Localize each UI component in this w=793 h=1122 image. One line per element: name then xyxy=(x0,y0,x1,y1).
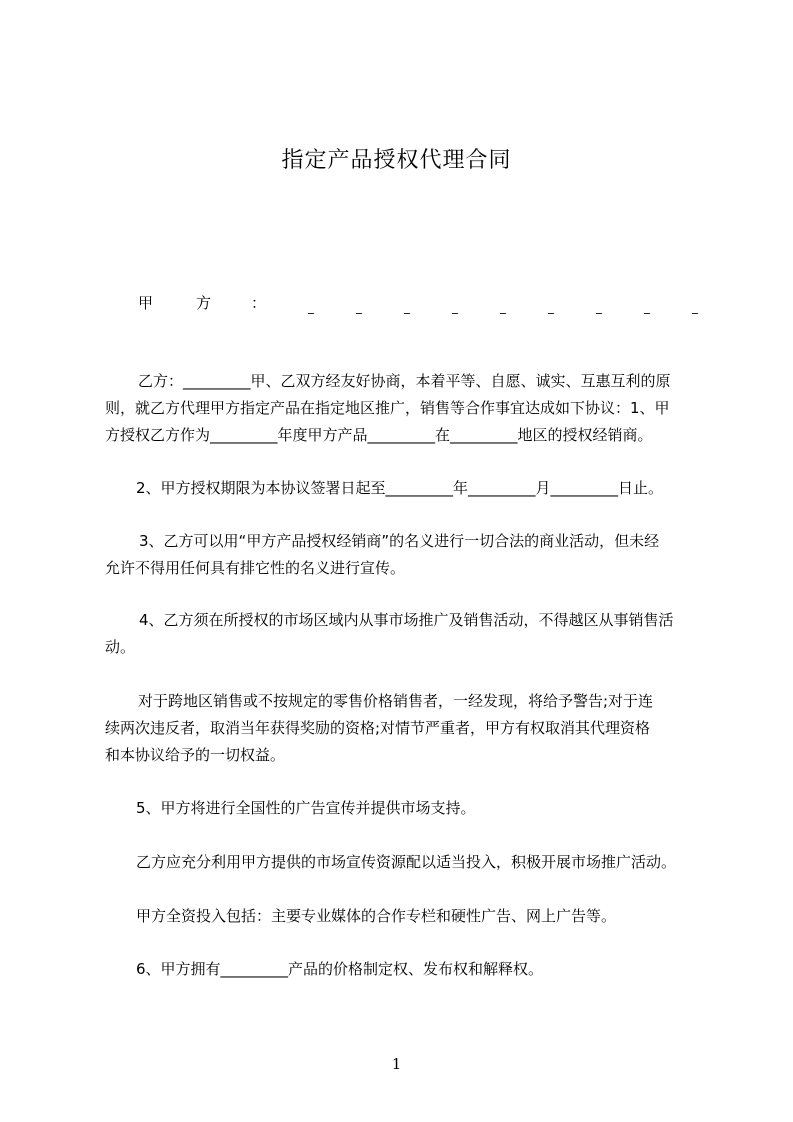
text-line: 3、乙方可以用“甲方产品授权经销商”的名义进行一切合法的商业活动，但未经 xyxy=(139,532,660,550)
text-line: 5、甲方将进行全国性的广告宣传并提供市场支持。 xyxy=(136,799,476,817)
party-a-char: 甲 xyxy=(138,294,154,312)
blank-line: _ xyxy=(500,300,506,314)
text-line: 允许不得用任何具有排它性的名义进行宣传。 xyxy=(105,559,406,577)
text-line: 续两次违反者，取消当年获得奖励的资格;对情节严重者，甲方有权取消其代理资格 xyxy=(105,719,651,737)
paragraph-clause-2 xyxy=(105,475,709,502)
party-a-colon: ： xyxy=(251,294,267,312)
blank-line: _ xyxy=(452,300,458,314)
blank-line: _ xyxy=(404,300,410,314)
paragraph-clause-6 xyxy=(105,956,709,983)
text-line: 4、乙方须在所授权的市场区域内从事市场推广及销售活动，不得越区从事销售活 xyxy=(139,611,674,629)
text-line: 方授权乙方作为_________年度甲方产品_________在_________地区的授权经销商。 xyxy=(105,426,653,444)
blank-line: _ xyxy=(308,300,314,314)
text-line: 动。 xyxy=(105,638,136,656)
text-line: 2、甲方授权期限为本协议签署日起至_________年_________月_________日止。 xyxy=(136,479,664,497)
paragraph-party-a-investment xyxy=(105,903,709,930)
page-number: 1 xyxy=(391,1055,402,1073)
text-line: 和本协议给予的一切权益。 xyxy=(105,746,286,764)
blank-line: _ xyxy=(692,300,698,314)
blank-line: _ xyxy=(548,300,554,314)
text-line: 甲方全资投入包括：主要专业媒体的合作专栏和硬性广告、网上广告等。 xyxy=(136,907,617,925)
document-title: 指定产品授权代理合同 xyxy=(281,148,512,173)
text-line: 6、甲方拥有_________产品的价格制定权、发布权和解释权。 xyxy=(136,960,544,978)
paragraph-party-b-intro xyxy=(105,368,709,449)
paragraph-clause-5 xyxy=(105,795,709,822)
blank-line: _ xyxy=(644,300,650,314)
party-a-line xyxy=(138,292,704,314)
paragraph-clause-4 xyxy=(105,607,709,661)
text-line: 对于跨地区销售或不按规定的零售价格销售者，一经发现，将给予警告;对于连 xyxy=(138,692,654,710)
text-line: 则，就乙方代理甲方指定产品在指定地区推广，销售等合作事宜达成如下协议：1、甲 xyxy=(105,399,670,417)
party-a-char: 方 xyxy=(196,294,212,312)
paragraph-clause-3 xyxy=(105,528,709,582)
blank-line: _ xyxy=(356,300,362,314)
blank-line: _ xyxy=(596,300,602,314)
paragraph-party-b-marketing xyxy=(105,849,709,876)
text-line: 乙方：_________甲、乙双方经友好协商，本着平等、自愿、诚实、互惠互利的原 xyxy=(138,372,671,390)
text-line: 乙方应充分利用甲方提供的市场宣传资源配以适当投入，积极开展市场推广活动。 xyxy=(136,853,677,871)
paragraph-violations xyxy=(105,688,709,769)
